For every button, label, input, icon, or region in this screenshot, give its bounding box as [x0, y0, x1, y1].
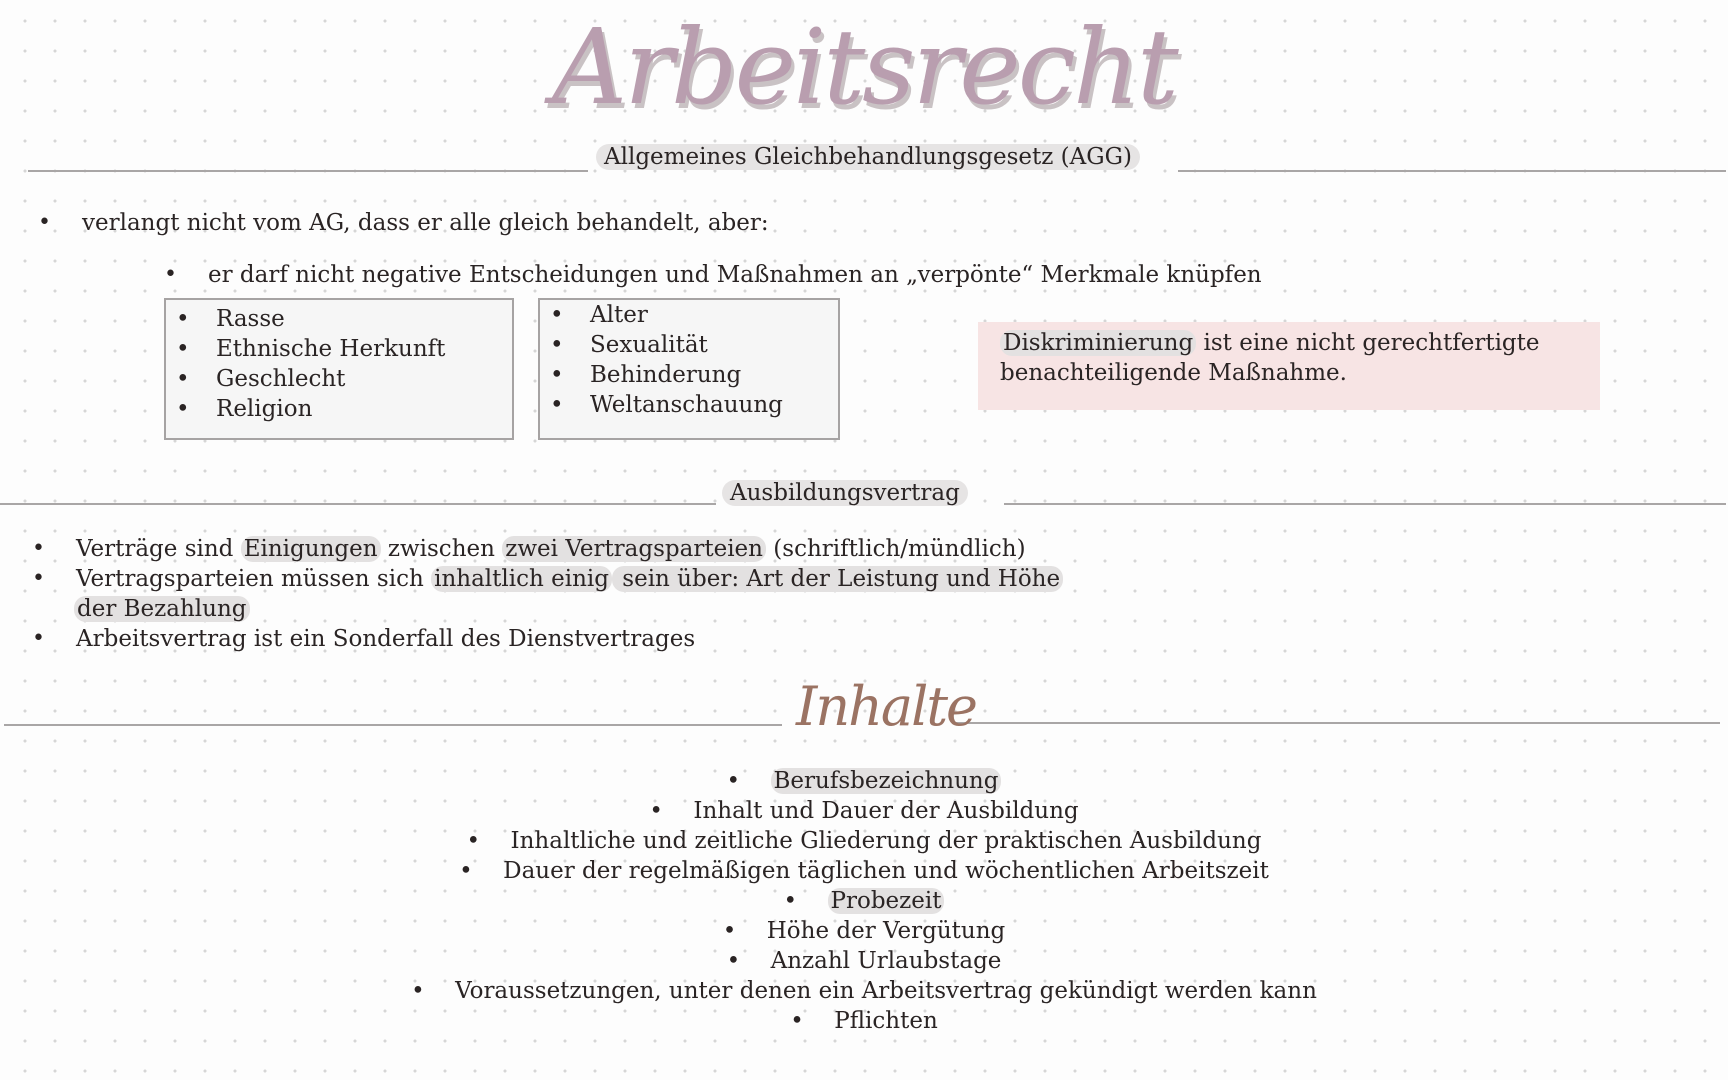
- list-item: • Behinderung: [540, 360, 838, 390]
- section-header-agg-label: Allgemeines Gleichbehandlungsgesetz (AGG): [596, 144, 1140, 170]
- note-highlight: Diskriminierung: [1000, 330, 1196, 356]
- text-segment: zwischen: [380, 536, 503, 562]
- bullet-icon: •: [38, 210, 51, 235]
- bullet-icon: •: [459, 858, 473, 884]
- bullet-icon: •: [32, 626, 45, 651]
- merkmale-box-2: [538, 298, 840, 440]
- merkmale-box-1: [164, 298, 514, 440]
- bullet-icon: •: [726, 768, 741, 794]
- list-item: [0, 856, 1728, 886]
- bullet-icon: •: [783, 888, 798, 914]
- list-item-text: Anzahl Urlaubstage: [770, 948, 1002, 974]
- section-header-ausbildung: [722, 478, 968, 508]
- bullet-icon: •: [32, 566, 45, 591]
- bullet-icon: •: [32, 536, 45, 561]
- ausbildung-bullet-3: Arbeitsvertrag ist ein Sonderfall des Dienstvertrages: [76, 626, 696, 652]
- definition-note: [978, 322, 1600, 410]
- section-rule-right: [1004, 503, 1726, 505]
- section-rule-left: [4, 724, 782, 726]
- text-segment: (schriftlich/mündlich): [765, 536, 1026, 562]
- list-item-text: Berufsbezeichnung: [771, 768, 1002, 794]
- list-item-text: Inhaltliche und zeitliche Gliederung der praktischen Ausbildung: [510, 828, 1262, 854]
- bullet-icon: •: [649, 798, 663, 824]
- bullet-icon: •: [722, 918, 737, 944]
- section-rule-left: [28, 170, 588, 172]
- bullet-icon: •: [411, 978, 425, 1004]
- list-item-text: Inhalt und Dauer der Ausbildung: [693, 798, 1079, 824]
- list-item: [0, 826, 1728, 856]
- ausbildung-bullet-2: [76, 564, 1063, 594]
- text-highlight: sein über: Art der Leistung und Höhe: [612, 566, 1063, 592]
- section-rule-right: [956, 722, 1720, 724]
- list-item: [0, 1006, 1728, 1036]
- list-item: • Religion: [166, 394, 512, 424]
- text-segment: Verträge sind: [76, 536, 241, 562]
- agg-bullet-1: verlangt nicht vom AG, dass er alle gleich behandelt, aber:: [82, 210, 769, 236]
- note-text: ist eine nicht gerechtfertigte benachteiligende Maßnahme.: [1000, 330, 1540, 386]
- list-item: [0, 886, 1728, 916]
- page-title: Arbeitsrecht: [552, 6, 1176, 128]
- list-item-text: Dauer der regelmäßigen täglichen und wöchentlichen Arbeitszeit: [503, 858, 1269, 884]
- section-rule-right: [1178, 170, 1726, 172]
- list-item-text: Voraussetzungen, unter denen ein Arbeitsvertrag gekündigt werden kann: [455, 978, 1317, 1004]
- text-highlight: Einigungen: [241, 536, 381, 562]
- list-item: [0, 916, 1728, 946]
- text-highlight: zwei Vertragsparteien: [502, 536, 766, 562]
- list-item: [0, 946, 1728, 976]
- list-item: [0, 766, 1728, 796]
- bullet-icon: •: [164, 262, 177, 287]
- section-rule-left: [0, 503, 716, 505]
- list-item: • Alter: [540, 300, 838, 330]
- text-segment: Vertragsparteien müssen sich: [76, 566, 432, 592]
- list-item-text: Höhe der Vergütung: [766, 918, 1006, 944]
- inhalte-list: [0, 766, 1728, 1036]
- list-item-text: Probezeit: [828, 888, 945, 914]
- ausbildung-bullet-1: [76, 534, 1026, 564]
- text-highlight: inhaltlich einig: [431, 566, 612, 592]
- section-header-agg: [596, 142, 1140, 172]
- agg-bullet-2: er darf nicht negative Entscheidungen und Maßnahmen an „verpönte“ Merkmale knüpfen: [208, 262, 1262, 288]
- ausbildung-bullet-2-line-2: [74, 594, 250, 624]
- bullet-icon: •: [466, 828, 481, 854]
- list-item: • Geschlecht: [166, 364, 512, 394]
- list-item: • Weltanschauung: [540, 390, 838, 420]
- section-header-ausbildung-label: Ausbildungsvertrag: [722, 480, 968, 506]
- text-highlight: der Bezahlung: [74, 596, 250, 622]
- bullet-icon: •: [790, 1008, 804, 1034]
- list-item: • Rasse: [166, 304, 512, 334]
- list-item: [0, 976, 1728, 1006]
- list-item: • Sexualität: [540, 330, 838, 360]
- section-header-inhalte: Inhalte: [796, 675, 977, 738]
- list-item-text: Pflichten: [834, 1008, 938, 1034]
- list-item: [0, 796, 1728, 826]
- list-item: • Ethnische Herkunft: [166, 334, 512, 364]
- bullet-icon: •: [726, 948, 741, 974]
